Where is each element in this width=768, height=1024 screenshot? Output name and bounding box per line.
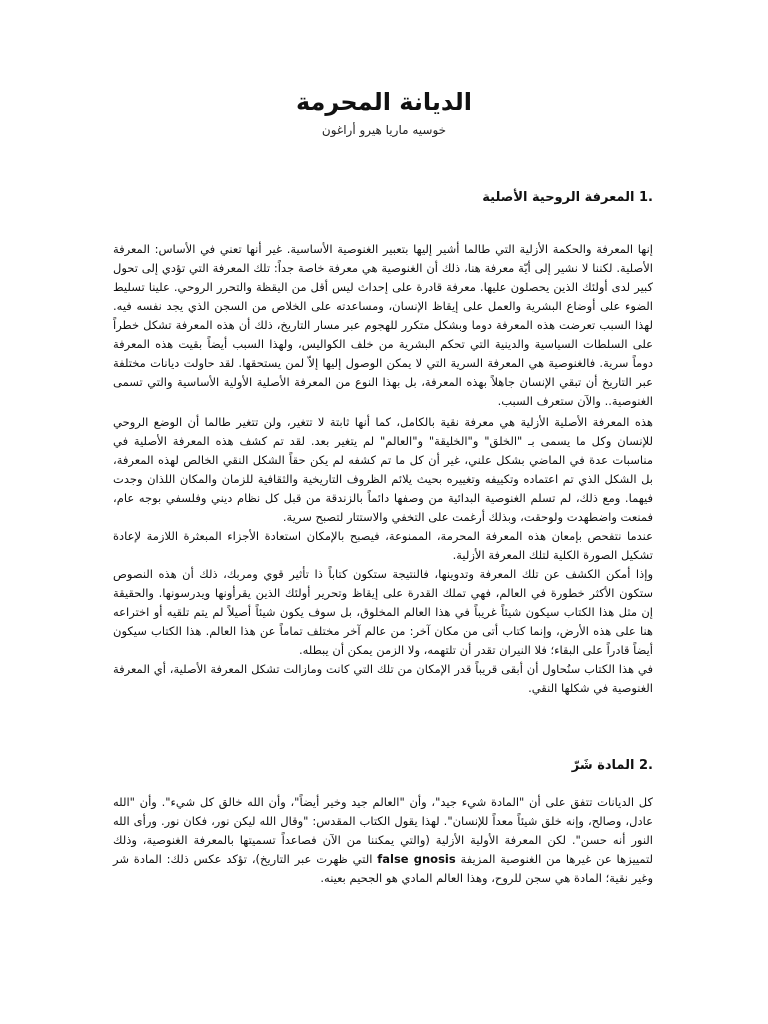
- document-title: الديانة المحرمة: [295, 88, 472, 116]
- paragraph-text: عندما نتفحص بإمعان هذه المعرفة المحرمة، الممنوعة، فيصبح بالإمكان استعادة الأجزاء المبعثرة اللازمة لإعادة تشكيل الصورة الكلية لتلك المعرفة الأزلية.: [113, 529, 653, 562]
- section-heading-1: .1 المعرفة الروحية الأصلية: [482, 190, 653, 205]
- latin-term: false gnosis: [377, 852, 456, 866]
- paragraph-text: إنها المعرفة والحكمة الأزلية التي طالما أشير إليها بتعبير الغنوصية الأساسية. غير أنها تعني في الأساس: المعرفة الأصلية. لكننا لا نشير إلى أيّة معرفة هنا، ذلك أن الغنوصية هي معرفة خاصة جداً: تلك المعرفة التي تؤدي إلى تحول كبير لدى أولئك الذين يحصلون عليها. معرفة قادرة على إحداث ليس أقل من اليقظة والتحرر الروحي. علينا تسليط الضوء على أوضاع البشرية والعمل على إيقاظ الإنسان، ومساعدته على الخلاص من السجن الذي يجد نفسه فيه. لهذا السبب تعرضت هذه المعرفة دوما وبشكل متكرر للهجوم عبر مسار التاريخ، ذلك أن هذه المعرفة تشكل خطراً على السلطات السياسية والدينية التي تحكم البشرية من خلف الكواليس، ولهذا السبب أيضاً بقيت هذه المعرفة دوماً سرية. فالغنوصية هي المعرفة السرية التي لا يمكن الوصول إليها إلاّ لمن يستحقها. لقد حاولت ديانات مختلفة عبر التاريخ أن تبقي الإنسان جاهلاً بهذه المعرفة، بل بهذا النوع من المعرفة الأصلية الأولية الأساسية والتي تسمى الغنوصية.. والآن ستعرف السبب.: [113, 242, 653, 408]
- section2-paragraph-1: [113, 793, 653, 888]
- paragraph-part-1: كل الديانات تتفق على أن "المادة شيء جيد"، وأن "العالم جيد وخير أيضاً"، وأن الله خالق كل شيء". وأن "الله عادل، وصالح، وإنه خلق شيئاً معداً للإنسان". لهذا يقول الكتاب المقدس: "وقال الله ليكن نور، فكان نور. ورأى الله النور أنه حسن". لكن المعرفة الأولية الأزلية (والتي يمكننا من الآن فصاعداً تسميتها بالمعرفة الغنوصية، وذلك لتمييزها عن غيرها من الغنوصية المزيفة: [113, 795, 654, 866]
- paragraph-text: في هذا الكتاب سنُحاول أن أبقى قريباً قدر الإمكان من تلك التي كانت ومازالت تشكل المعرفة الأصلية، أي المعرفة الغنوصية في شكلها النقي.: [113, 662, 653, 695]
- section1-paragraph-2: [113, 413, 653, 698]
- paragraph-part-2: التي ظهرت عبر التاريخ)، تؤكد عكس ذلك: المادة شر وغير نقية؛ المادة هي سجن للروح، وهذا العالم المادي هو الجحيم بعينه.: [113, 852, 653, 885]
- section-heading-2: .2 المادة شَرّ: [571, 758, 653, 773]
- section1-paragraph-1: [113, 240, 653, 411]
- paragraph-text: [113, 793, 653, 888]
- document-author: خوسيه ماريا هيرو أراغون: [321, 123, 447, 137]
- paragraph-text: وإذا أمكن الكشف عن تلك المعرفة وتدوينها، فالنتيجة ستكون كتاباً ذا تأثير قوي ومربك، ذلك أن هذه النصوص ستكون الأكثر خطورة في العالم، فهي تملك القدرة على إيقاظ وتحرير أولئك الذين يقرأونها ويدرسونها. والحقيقة إن مثل هذا الكتاب سيكون شيئاً غريباً في هذا العالم المخلوق، بل سوف يكون شيئاً أصيلاً لم يتم تلقيه أو اختراعه هنا على هذه الأرض، وإنما كتاب أتى من مكان آخر: من عالم آخر مختلف تماماً عن هذا العالم. هذا الكتاب سيكون أيضاً قادراً على البقاء؛ فلا النيران تقدر أن تلتهمه، ولا الزمن يمكن أن يبطله.: [113, 567, 653, 657]
- paragraph-text: هذه المعرفة الأصلية الأزلية هي معرفة نقية بالكامل، كما أنها ثابتة لا تتغير، ولن تتغير طالما أن الوضع الروحي للإنسان وكل ما يسمى بـ "الخلق" و"الخليقة" و"العالم" لم يتغير بعد. لقد تم كشف هذه المعرفة الأصلية في مناسبات عدة في الماضي بشكل علني، غير أن كل ما تم كشفه لم يكن حقاً الشكل النقي الخالص لهذه المعرفة، بل الشكل الذي تم اعتماده وتكييفه وتغييره بحيث يلائم الظروف التاريخية والثقافية للزمان والمكان اللذان وجدت فيهما. ومع ذلك، لم تسلم الغنوصية البدائية من وصفها دائماً بالزندقة من قبل كل نظام ديني وفلسفي بوجه عام، فمنعت واضطهدت ولوحقت، وبذلك أرغمت على التخفي والاستتار لتصبح سرية.: [113, 415, 653, 524]
